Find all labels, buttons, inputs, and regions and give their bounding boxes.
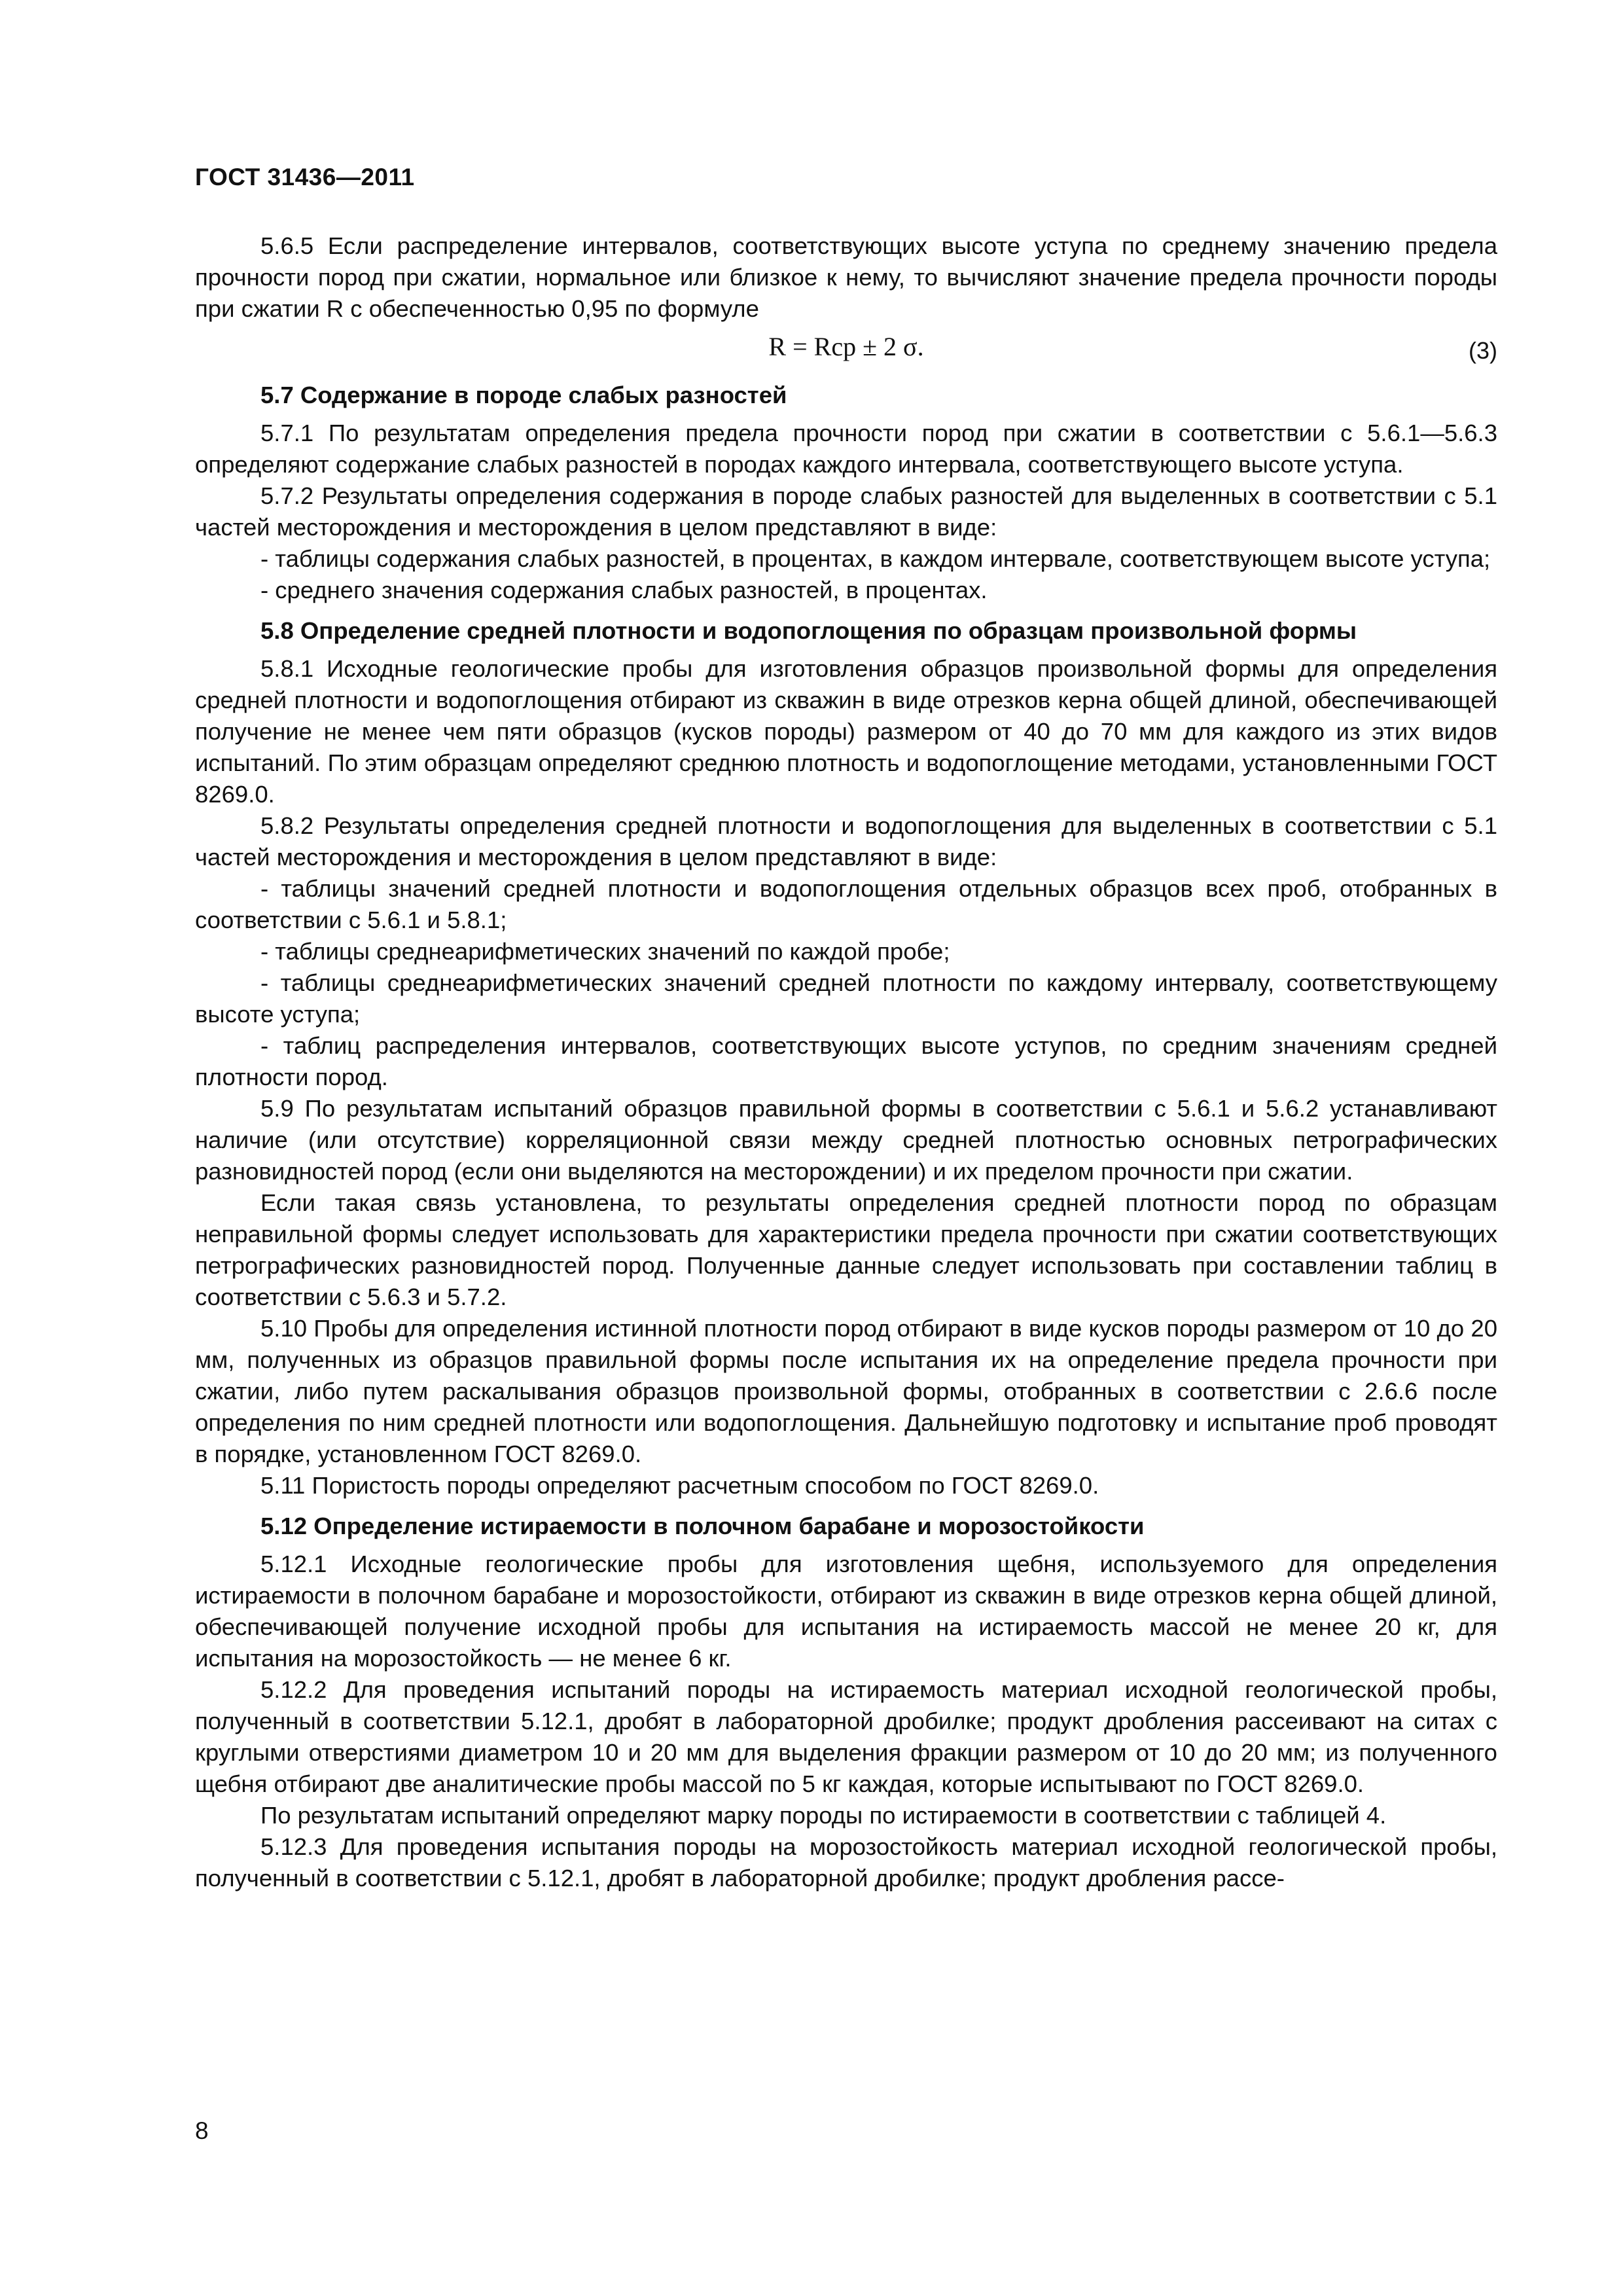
paragraph: - таблиц распределения интервалов, соответствующих высоте уступов, по средним значениям средней плотности пород.: [195, 1032, 1497, 1090]
paragraph: - таблицы среднеарифметических значений средней плотности по каждому интервалу, соответствующему высоте уступа;: [195, 969, 1497, 1028]
page-body: [195, 230, 1497, 1894]
paragraph: 5.7.2 Результаты определения содержания в породе слабых разностей для выделенных в соответствии с 5.1 частей месторождения и месторождения в целом представляют в виде:: [195, 482, 1497, 541]
paragraph: - таблицы среднеарифметических значений по каждой пробе;: [260, 938, 950, 965]
paragraph: По результатам испытаний определяют марку породы по истираемости в соответствии с таблицей 4.: [260, 1802, 1387, 1829]
paragraph: 5.12.2 Для проведения испытаний породы на истираемость материал исходной геологической пробы, полученный в соответствии 5.12.1, дробят в лабораторной дробилке; продукт дробления рассеивают на ситах с круглыми отверстиями диаметром 10 и 20 мм для выделения фракции размером от 10 до 20 мм; из полученного щебня отбирают две аналитические пробы массой по 5 кг каждая, которые испытывают по ГОСТ 8269.0.: [195, 1676, 1497, 1797]
paragraph: 5.6.5 Если распределение интервалов, соответствующих высоте уступа по среднему значению предела прочности пород при сжатии, нормальное или близкое к нему, то вычисляют значение предела прочности породы при сжатии R с обеспеченностью 0,95 по формуле: [195, 232, 1497, 322]
section-heading: 5.7 Содержание в породе слабых разностей: [260, 382, 787, 408]
paragraph: - таблицы значений средней плотности и водопоглощения отдельных образцов всех проб, отобранных в соответствии с 5.6.1 и 5.8.1;: [195, 875, 1497, 933]
page-number: 8: [195, 2117, 209, 2144]
paragraph: 5.12.3 Для проведения испытания породы на морозостойкость материал исходной геологической пробы, полученный в соответствии с 5.12.1, дробят в лабораторной дробилке; продукт дробления рассе-: [195, 1833, 1497, 1892]
paragraph: 5.12.1 Исходные геологические пробы для изготовления щебня, используемого для определения истираемости в полочном барабане и морозостойкости, отбирают из скважин в виде отрезков керна общей длиной, обеспечивающей получение исходной пробы для испытания на истираемость массой не менее 20 кг, для испытания на морозостойкость — не менее 6 кг.: [195, 1551, 1497, 1672]
paragraph: 5.7.1 По результатам определения предела прочности пород при сжатии в соответствии с 5.6.1—5.6.3 определяют содержание слабых разностей в породах каждого интервала, соответствующего высоте уступа.: [195, 420, 1497, 478]
formula-number: (3): [1469, 337, 1497, 364]
formula-expression: R = Rср ± 2 σ.: [768, 332, 924, 361]
paragraph: - среднего значения содержания слабых разностей, в процентах.: [260, 577, 988, 603]
paragraph: 5.8.1 Исходные геологические пробы для изготовления образцов произвольной формы для определения средней плотности и водопоглощения отбирают из скважин в виде отрезков керна общей длиной, обеспечивающей получение не менее чем пяти образцов (кусков породы) размером от 40 до 70 мм для каждого из этих видов испытаний. По этим образцам определяют среднюю плотность и водопоглощение методами, установленными ГОСТ 8269.0.: [195, 655, 1497, 808]
section-heading: 5.8 Определение средней плотности и водопоглощения по образцам произвольной формы: [260, 617, 1357, 644]
section-heading: 5.12 Определение истираемости в полочном барабане и морозостойкости: [260, 1513, 1145, 1539]
paragraph: 5.9 По результатам испытаний образцов правильной формы в соответствии с 5.6.1 и 5.6.2 устанавливают наличие (или отсутствие) корреляционной связи между средней плотностью основных петрографических разновидностей пород (если они выделяются на месторождении) и их пределом прочности при сжатии.: [195, 1095, 1497, 1185]
paragraph: 5.8.2 Результаты определения средней плотности и водопоглощения для выделенных в соответствии с 5.1 частей месторождения и месторождения в целом представляют в виде:: [195, 812, 1497, 870]
document-header: ГОСТ 31436—2011: [195, 164, 415, 190]
formula: [195, 329, 1497, 370]
paragraph: 5.11 Пористость породы определяют расчетным способом по ГОСТ 8269.0.: [260, 1472, 1099, 1499]
paragraph: 5.10 Пробы для определения истинной плотности пород отбирают в виде кусков породы размером от 10 до 20 мм, полученных из образцов правильной формы после испытания их на определение предела прочности при сжатии, либо путем раскалывания образцов произвольной формы, отобранных в соответствии с 2.6.6 после определения по ним средней плотности или водопоглощения. Дальнейшую подготовку и испытание проб проводят в порядке, установленном ГОСТ 8269.0.: [195, 1315, 1497, 1467]
paragraph: Если такая связь установлена, то результаты определения средней плотности пород по образцам неправильной формы следует использовать для характеристики предела прочности при сжатии соответствующих петрографических разновидностей пород. Полученные данные следует использовать при составлении таблиц в соответствии с 5.6.3 и 5.7.2.: [195, 1189, 1497, 1310]
paragraph: - таблицы содержания слабых разностей, в процентах, в каждом интервале, соответствующем высоте уступа;: [260, 545, 1491, 572]
